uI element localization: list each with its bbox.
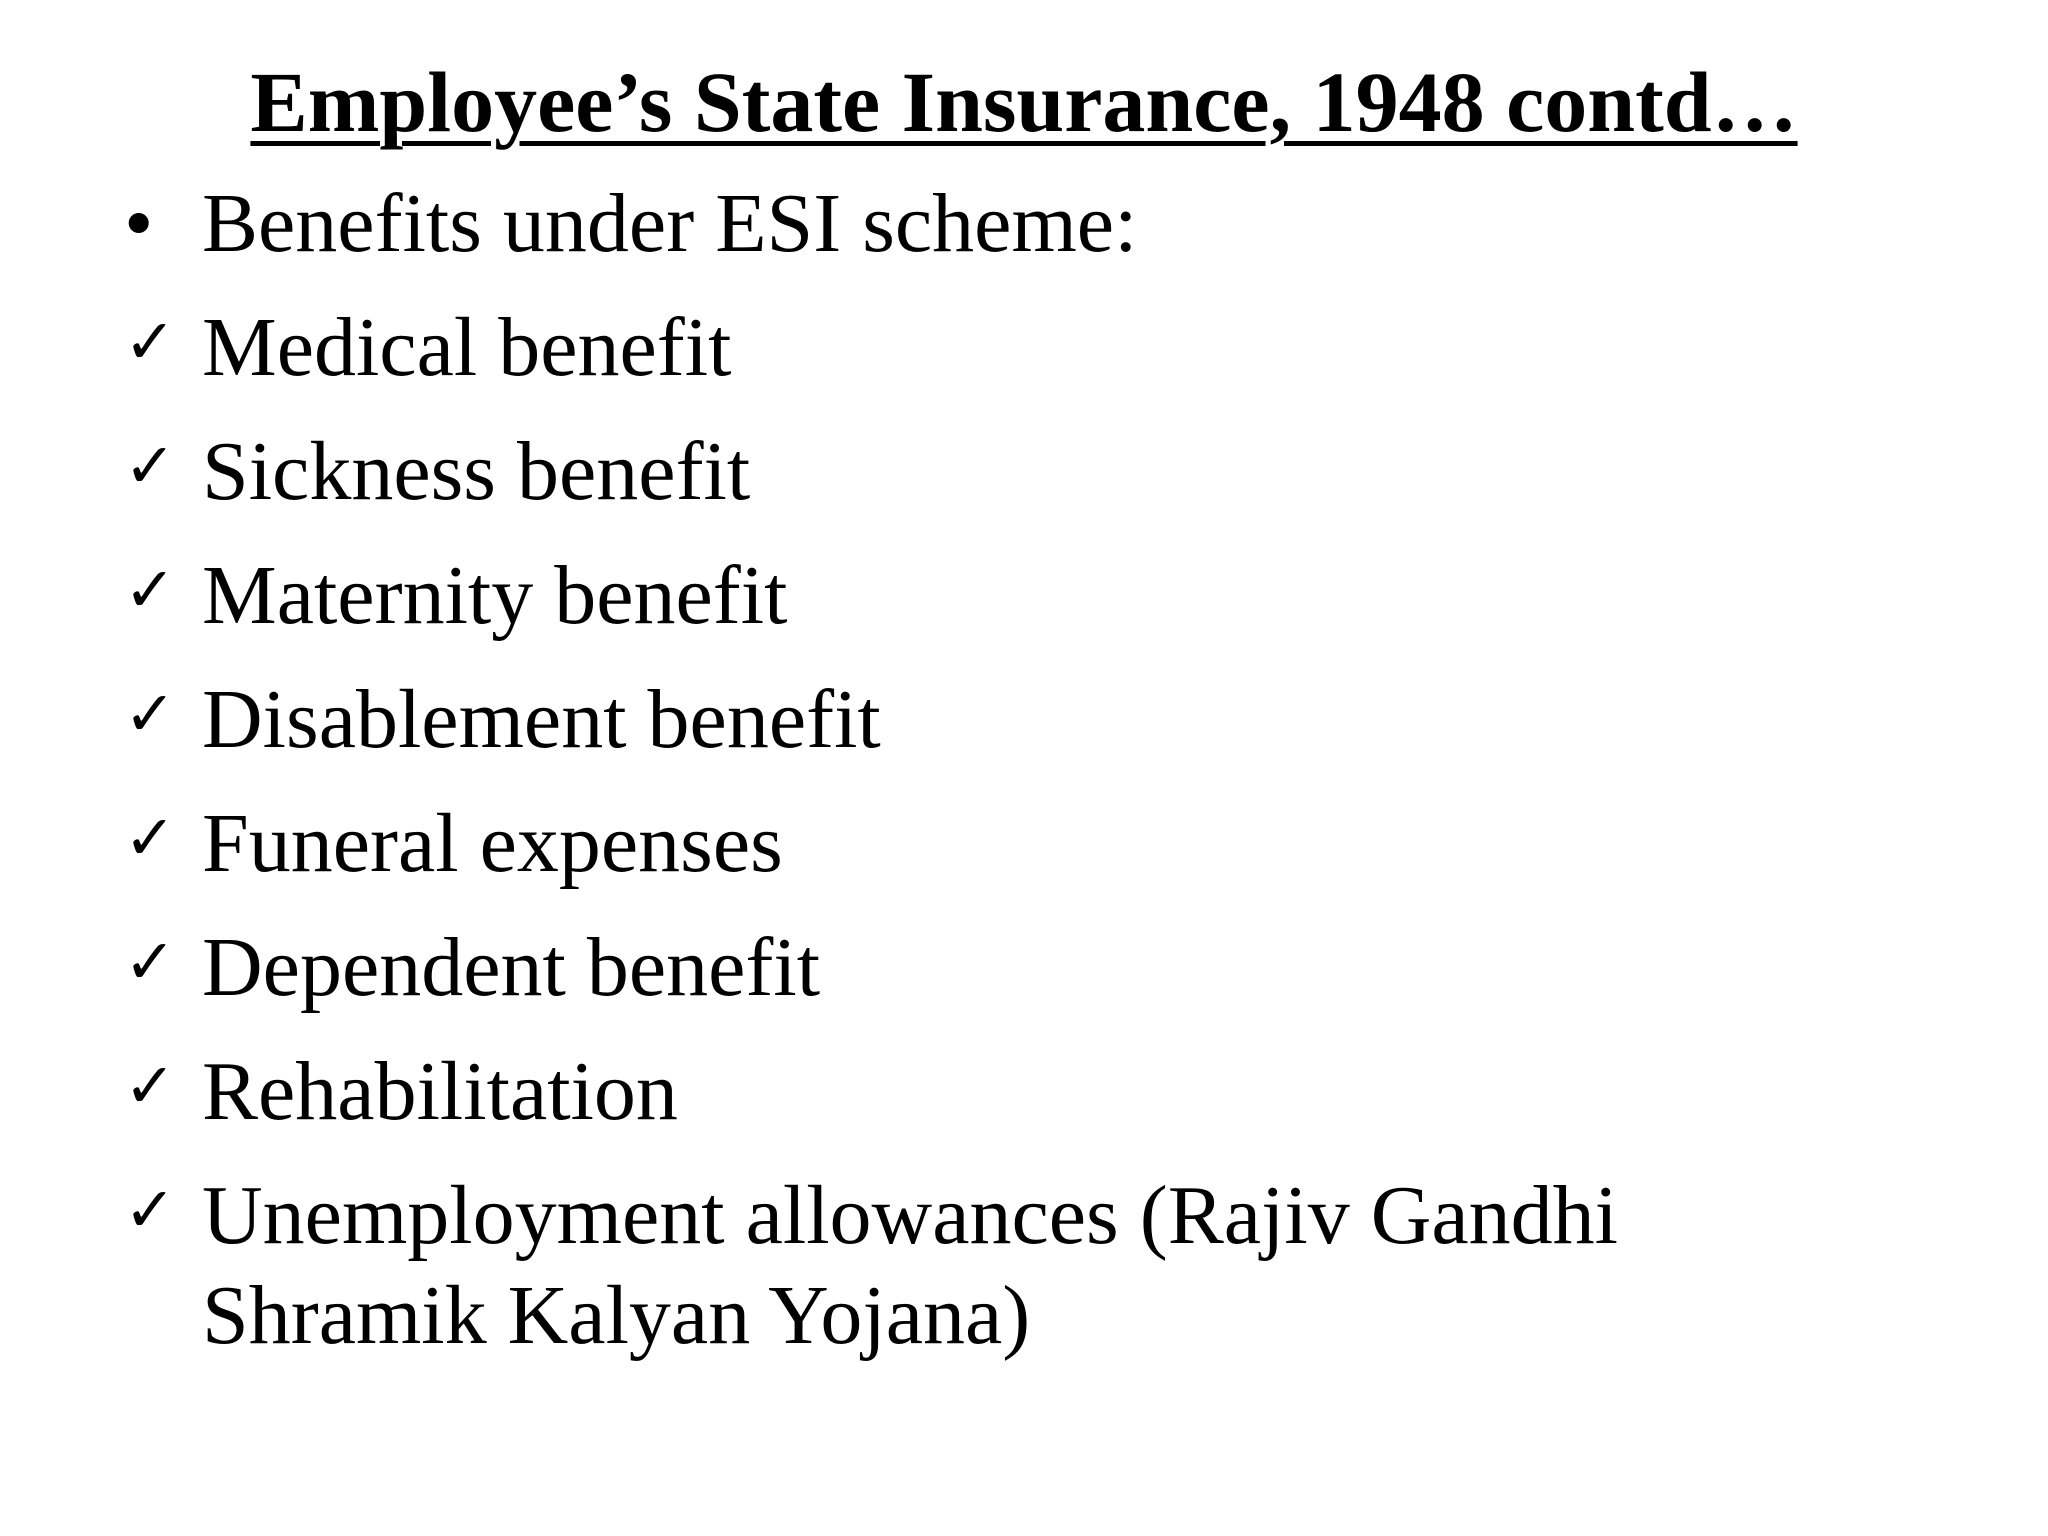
list-item-unemployment [124, 1166, 1722, 1366]
list-item-maternity [124, 546, 1722, 670]
checkmark-icon: ✓ [124, 925, 176, 998]
slide-title: Employee’s State Insurance, 1948 contd… [250, 54, 1798, 150]
list-item-text: Funeral expenses [202, 797, 783, 890]
list-item-text: Disablement benefit [202, 673, 881, 766]
checkmark-icon: ✓ [124, 553, 176, 626]
list-item-text: Dependent benefit [202, 921, 821, 1014]
checkmark-icon: ✓ [124, 801, 176, 874]
list-item-dependent [124, 918, 1722, 1042]
list-item-disablement [124, 670, 1722, 794]
checkmark-icon: ✓ [124, 305, 176, 378]
checkmark-icon: ✓ [124, 677, 176, 750]
checkmark-icon: ✓ [124, 429, 176, 502]
list-item-sickness [124, 422, 1722, 546]
list-item-text: Medical benefit [202, 301, 732, 394]
benefits-list [124, 298, 1722, 1366]
list-item-text: Unemployment allowances (Rajiv Gandhi Shramik Kalyan Yojana) [202, 1169, 1618, 1362]
list-item-text: Sickness benefit [202, 425, 751, 518]
list-item-text: Rehabilitation [202, 1045, 678, 1138]
bullet-dot-icon: • [124, 177, 154, 270]
list-item-text: Maternity benefit [202, 549, 788, 642]
checkmark-icon: ✓ [124, 1173, 176, 1246]
list-item-rehabilitation [124, 1042, 1722, 1166]
list-item-medical [124, 298, 1722, 422]
checkmark-icon: ✓ [124, 1049, 176, 1122]
intro-text: Benefits under ESI scheme: [202, 177, 1138, 270]
intro-bullet-row [124, 174, 1137, 274]
list-item-funeral [124, 794, 1722, 918]
